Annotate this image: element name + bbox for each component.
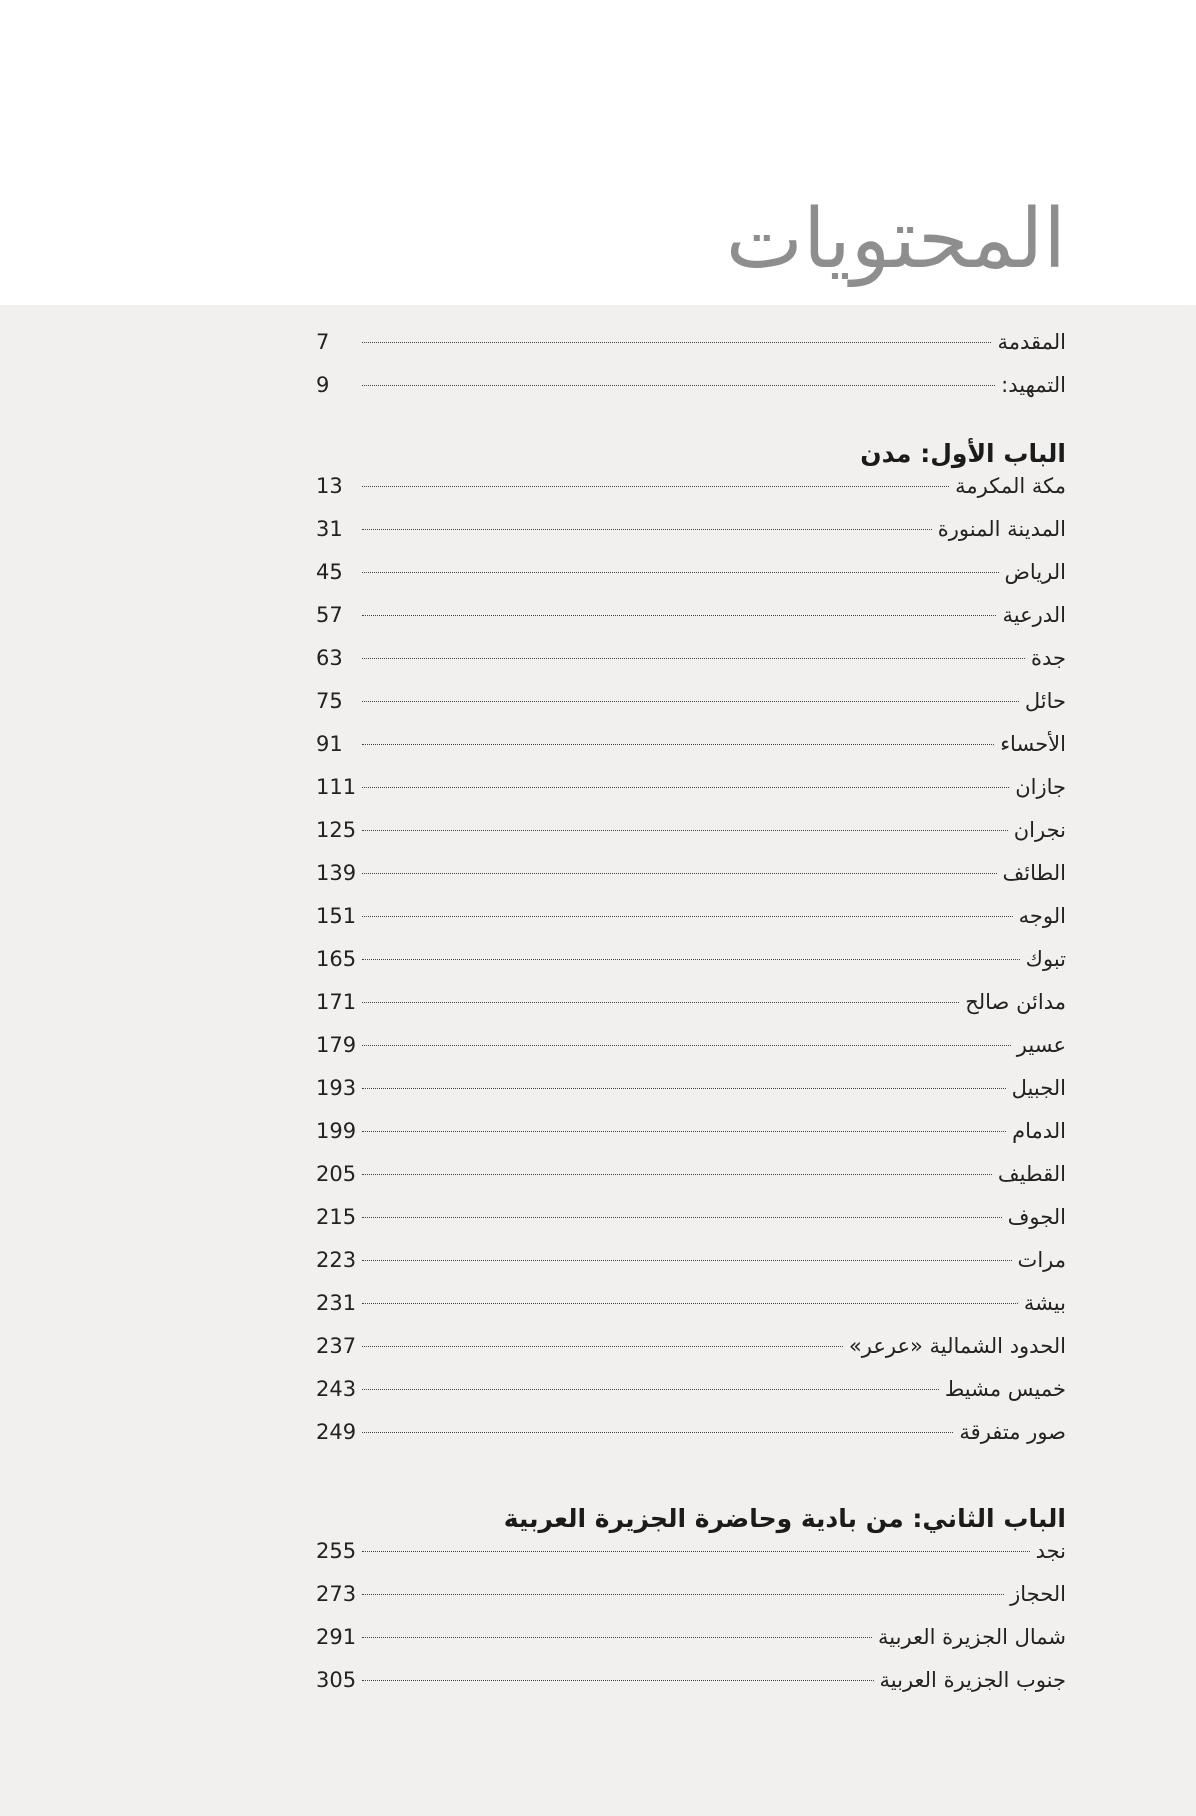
toc-entry-label: الجوف [1007, 1205, 1066, 1229]
toc-entry-page-number: 205 [316, 1162, 357, 1186]
dot-leader [362, 486, 949, 487]
toc-entry [316, 1033, 1066, 1076]
toc-entry [316, 1076, 1066, 1119]
toc-entry-label: جازان [1015, 775, 1066, 799]
toc-entry-label: جنوب الجزيرة العربية [879, 1668, 1066, 1692]
toc-entry [316, 904, 1066, 947]
toc-entry-label: صور متفرقة [959, 1420, 1066, 1444]
toc-entry-page-number: 7 [316, 330, 330, 354]
toc-entry-page-number: 151 [316, 904, 357, 928]
toc-entry [316, 1539, 1066, 1582]
toc-entry [316, 1377, 1066, 1420]
toc-entry [316, 1582, 1066, 1625]
toc-entry-label: مرات [1017, 1248, 1066, 1272]
toc-entry-page-number: 215 [316, 1205, 357, 1229]
toc-entry-label: تبوك [1025, 947, 1066, 971]
toc-entry-label: حائل [1024, 689, 1066, 713]
toc-entry-page-number: 231 [316, 1291, 357, 1315]
toc-entry [316, 775, 1066, 818]
dot-leader [362, 959, 1020, 960]
toc-entry [316, 1119, 1066, 1162]
toc-entry [316, 1334, 1066, 1377]
dot-leader [362, 1594, 1004, 1595]
toc-entry-page-number: 179 [316, 1033, 357, 1057]
intro-section [316, 330, 1066, 416]
toc-entry [316, 517, 1066, 560]
toc-entry-label: الرياض [1004, 560, 1066, 584]
dot-leader [362, 1432, 953, 1433]
dot-leader [362, 1346, 843, 1347]
toc-entry [316, 646, 1066, 689]
dot-leader [362, 1260, 1011, 1261]
dot-leader [362, 916, 1013, 917]
toc-entry-page-number: 13 [316, 474, 343, 498]
toc-entry-page-number: 125 [316, 818, 357, 842]
dot-leader [362, 1131, 1006, 1132]
toc-entry-label: الأحساء [1000, 732, 1066, 756]
dot-leader [362, 572, 999, 573]
toc-entry-page-number: 291 [316, 1625, 357, 1649]
toc-entry-label: التمهيد: [1001, 373, 1066, 397]
dot-leader [362, 385, 995, 386]
toc-entry-page-number: 243 [316, 1377, 357, 1401]
section-gap [316, 1463, 1066, 1481]
dot-leader [362, 529, 932, 530]
part1-heading: الباب الأول: مدن [860, 439, 1066, 468]
toc-entry-page-number: 139 [316, 861, 357, 885]
toc-entry-page-number: 31 [316, 517, 343, 541]
toc-entry-page-number: 165 [316, 947, 357, 971]
toc-entry-label: شمال الجزيرة العربية [878, 1625, 1066, 1649]
toc-entry-label: الدمام [1012, 1119, 1066, 1143]
toc-entry-label: جدة [1030, 646, 1066, 670]
toc-entry-label: الوجه [1018, 904, 1066, 928]
toc-entry-page-number: 199 [316, 1119, 357, 1143]
toc-entry-label: الحدود الشمالية «عرعر» [848, 1334, 1066, 1358]
dot-leader [362, 787, 1009, 788]
toc-entry [316, 990, 1066, 1033]
toc-entry-label: المدينة المنورة [937, 517, 1066, 541]
dot-leader [362, 342, 991, 343]
toc-entry-label: بيشة [1023, 1291, 1066, 1315]
toc-entry [316, 1420, 1066, 1463]
toc-entry-page-number: 249 [316, 1420, 357, 1444]
toc-entry-label: المقدمة [997, 330, 1066, 354]
toc-entry [316, 732, 1066, 775]
toc-entry [316, 1248, 1066, 1291]
toc-entry-label: نجد [1035, 1539, 1066, 1563]
dot-leader [362, 1303, 1018, 1304]
dot-leader [362, 1389, 939, 1390]
dot-leader [362, 615, 996, 616]
part2-section [316, 1539, 1066, 1711]
dot-leader [362, 1637, 872, 1638]
toc-entry [316, 1291, 1066, 1334]
part1-section [316, 474, 1066, 1463]
toc-entry-page-number: 237 [316, 1334, 357, 1358]
toc-entry-page-number: 171 [316, 990, 357, 1014]
dot-leader [362, 658, 1025, 659]
toc-entry-label: مكة المكرمة [955, 474, 1066, 498]
page-title: المحتويات [725, 192, 1066, 287]
toc-entry-page-number: 193 [316, 1076, 357, 1100]
toc-entry [316, 689, 1066, 732]
toc-entry-page-number: 57 [316, 603, 343, 627]
toc-entry-page-number: 75 [316, 689, 343, 713]
toc-entry [316, 1205, 1066, 1248]
dot-leader [362, 1680, 873, 1681]
toc-entry-label: الدرعية [1002, 603, 1066, 627]
toc-entry-label: خميس مشيط [944, 1377, 1066, 1401]
toc-entry-label: مدائن صالح [965, 990, 1066, 1014]
toc-entry-page-number: 255 [316, 1539, 357, 1563]
toc-entry-page-number: 45 [316, 560, 343, 584]
toc-entry-label: نجران [1013, 818, 1066, 842]
toc-entry-label: القطيف [997, 1162, 1066, 1186]
toc-entry-label: الطائف [1002, 861, 1066, 885]
toc-entry [316, 330, 1066, 373]
table-of-contents [316, 330, 1066, 1711]
toc-entry-page-number: 91 [316, 732, 343, 756]
toc-entry-page-number: 223 [316, 1248, 357, 1272]
toc-entry [316, 1625, 1066, 1668]
dot-leader [362, 1551, 1029, 1552]
part2-heading: الباب الثاني: من بادية وحاضرة الجزيرة العربية [503, 1504, 1066, 1533]
dot-leader [362, 1174, 992, 1175]
toc-entry-page-number: 9 [316, 373, 330, 397]
dot-leader [362, 744, 994, 745]
toc-entry [316, 947, 1066, 990]
toc-entry [316, 560, 1066, 603]
toc-entry-label: الجبيل [1011, 1076, 1066, 1100]
dot-leader [362, 830, 1008, 831]
dot-leader [362, 1088, 1006, 1089]
toc-entry [316, 1668, 1066, 1711]
toc-entry [316, 861, 1066, 904]
toc-entry-page-number: 63 [316, 646, 343, 670]
toc-entry-page-number: 305 [316, 1668, 357, 1692]
toc-entry [316, 603, 1066, 646]
toc-entry [316, 474, 1066, 517]
dot-leader [362, 1217, 1002, 1218]
dot-leader [362, 873, 996, 874]
toc-entry [316, 818, 1066, 861]
dot-leader [362, 1045, 1011, 1046]
dot-leader [362, 701, 1019, 702]
toc-entry [316, 373, 1066, 416]
toc-entry-label: الحجاز [1010, 1582, 1066, 1606]
toc-entry-page-number: 111 [316, 775, 357, 799]
toc-entry [316, 1162, 1066, 1205]
dot-leader [362, 1002, 959, 1003]
toc-entry-page-number: 273 [316, 1582, 357, 1606]
toc-entry-label: عسير [1016, 1033, 1066, 1057]
